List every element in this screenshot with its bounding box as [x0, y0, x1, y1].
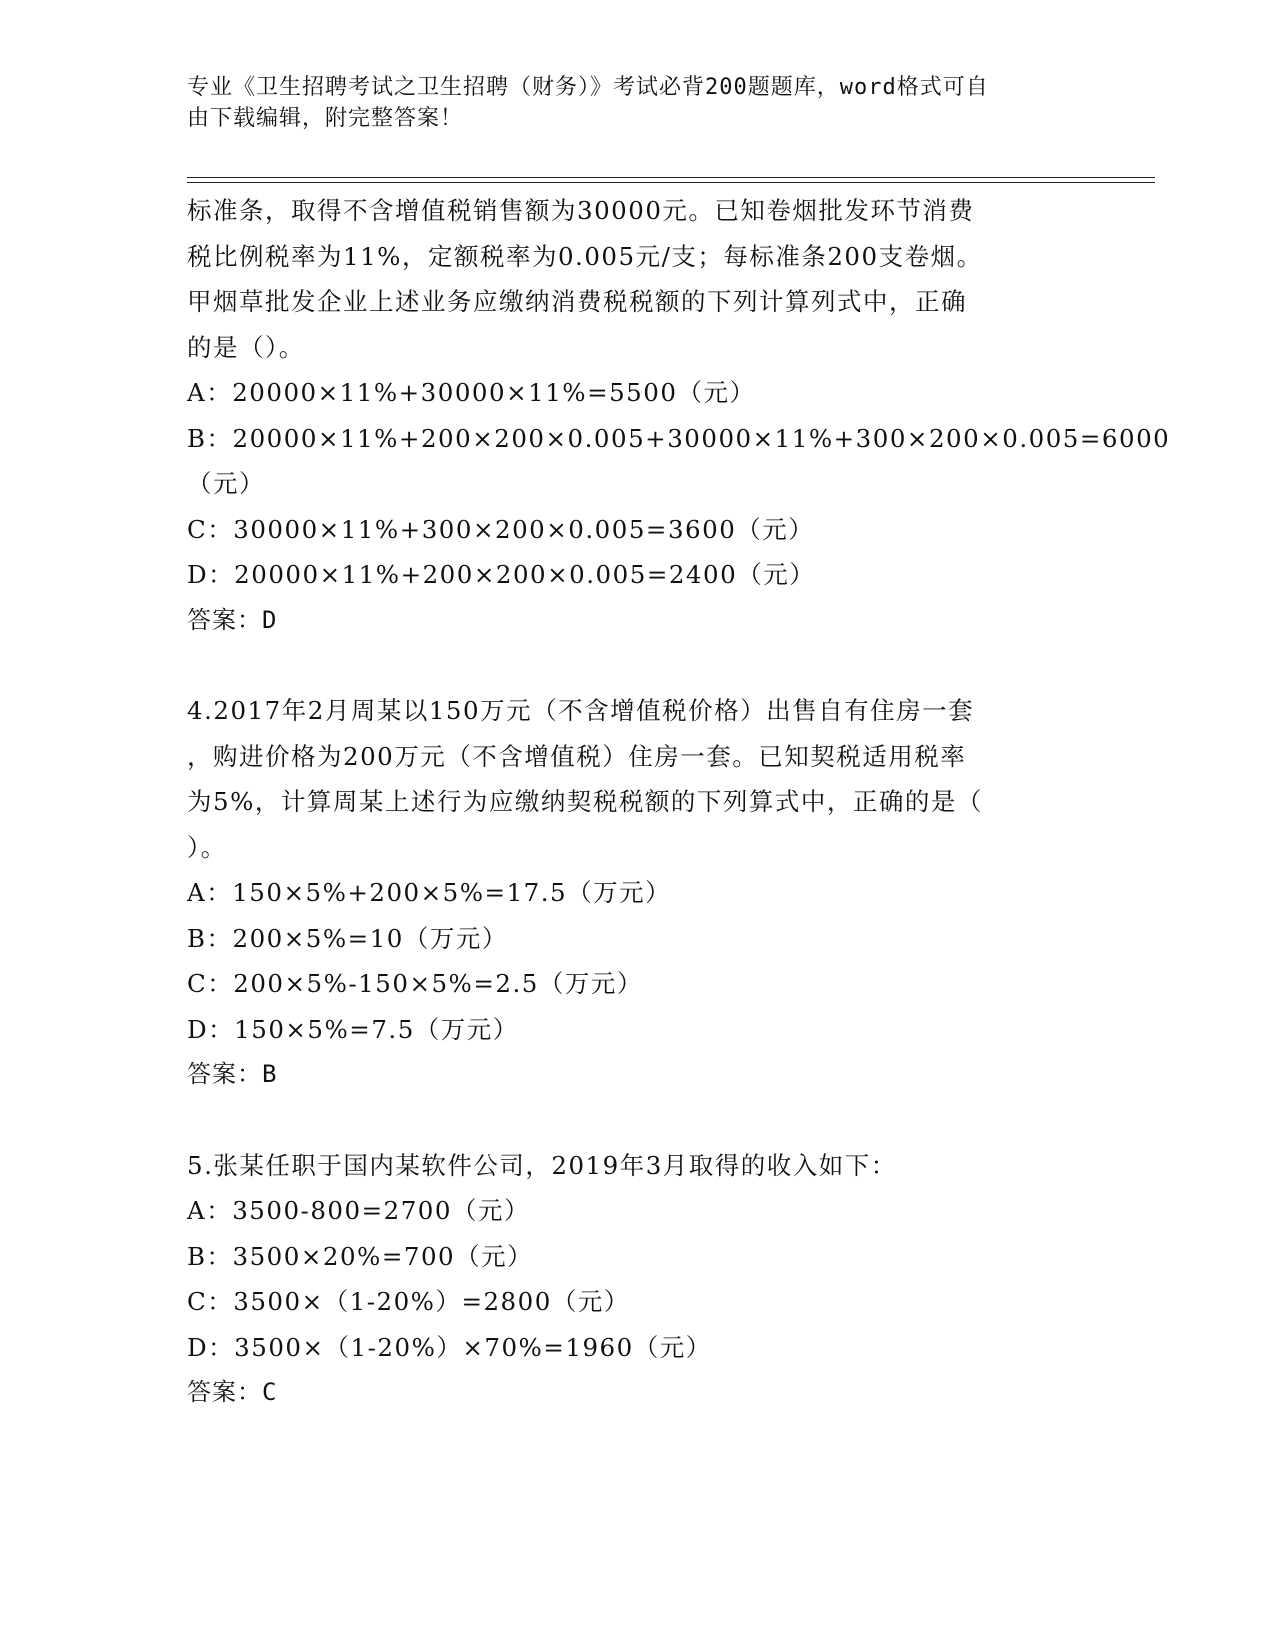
header-divider-bottom — [187, 182, 1155, 183]
question-stem-line: 的是（）。 — [187, 332, 305, 362]
header-title-line-1: 专业《卫生招聘考试之卫生招聘（财务）》考试必背200题题库，word格式可自 — [187, 75, 989, 100]
header-divider-top — [187, 177, 1155, 178]
question-5 — [187, 1143, 1087, 1416]
question-4 — [187, 688, 1087, 1098]
question-stem-line: 为5%，计算周某上述行为应缴纳契税税额的下列算式中，正确的是（ — [187, 787, 983, 816]
question-stem-line: 5.张某任职于国内某软件公司，2019年3月取得的收入如下： — [187, 1150, 897, 1180]
option-b: B：20000×11%+200×200×0.005+30000×11%+300×200×0.005=6000 — [187, 423, 1171, 453]
question-spacer — [187, 643, 1087, 688]
option-d: D：3500×（1-20%）×70%=1960（元） — [187, 1332, 712, 1362]
question-stem-line: 4.2017年2月周某以150万元（不含增值税价格）出售自有住房一套 — [187, 696, 975, 725]
document-body — [187, 188, 1171, 1416]
option-c: C：200×5%-150×5%=2.5（万元） — [187, 969, 643, 998]
answer-line: 答案：B — [187, 1060, 278, 1088]
question-3 — [187, 188, 1171, 643]
option-c: C：3500×（1-20%）=2800（元） — [187, 1287, 630, 1316]
header-title-line-2: 由下载编辑，附完整答案！ — [187, 106, 464, 131]
option-c: C：30000×11%+300×200×0.005=3600（元） — [187, 514, 815, 544]
question-stem-line: 甲烟草批发企业上述业务应缴纳消费税税额的下列计算列式中，正确 — [187, 287, 967, 316]
question-stem-line: 标准条，取得不含增值税销售额为30000元。已知卷烟批发环节消费 — [187, 196, 975, 225]
option-d: D：20000×11%+200×200×0.005=2400（元） — [187, 560, 816, 589]
question-stem-line: 税比例税率为11%，定额税率为0.005元/支；每标准条200支卷烟。 — [187, 241, 983, 271]
option-a: A：3500-800=2700（元） — [187, 1196, 530, 1225]
option-a: A：20000×11%+30000×11%=5500（元） — [187, 378, 756, 407]
answer-line: 答案：C — [187, 1378, 278, 1406]
question-stem-line: ，购进价格为200万元（不含增值税）住房一套。已知契税适用税率 — [187, 741, 967, 771]
question-spacer — [187, 1098, 1087, 1143]
answer-line: 答案：D — [187, 605, 278, 634]
option-b-continued: （元） — [187, 469, 265, 498]
option-d: D：150×5%=7.5（万元） — [187, 1014, 519, 1044]
document-header — [187, 72, 1067, 134]
option-a: A：150×5%+200×5%=17.5（万元） — [187, 878, 672, 907]
option-b: B：3500×20%=700（元） — [187, 1241, 534, 1271]
question-stem-line: ）。 — [187, 832, 227, 862]
option-b: B：200×5%=10（万元） — [187, 923, 508, 953]
